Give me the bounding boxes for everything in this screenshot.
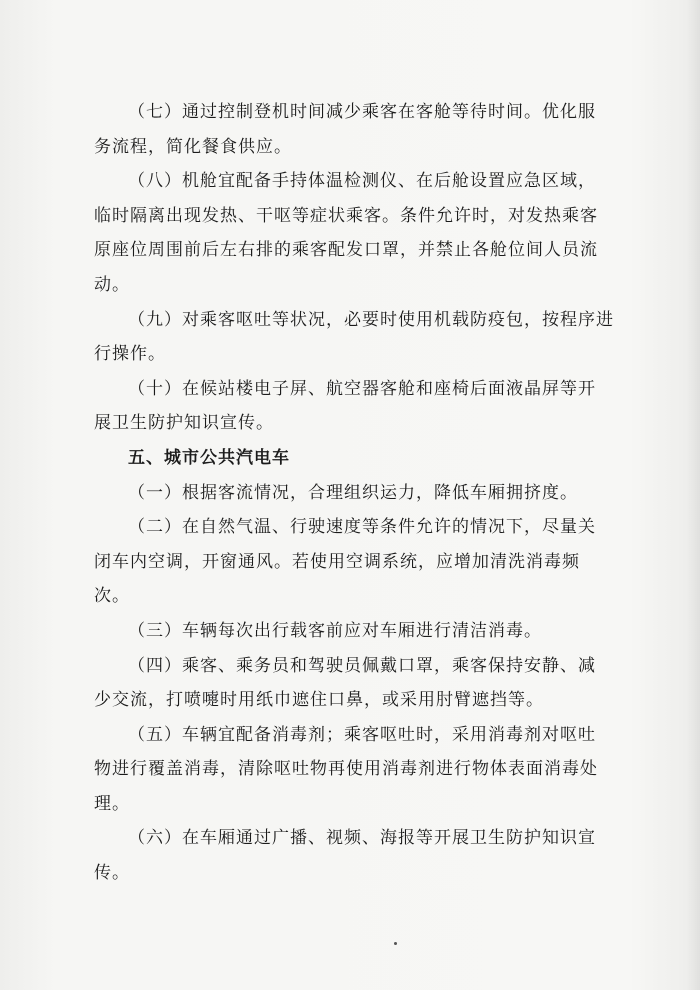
paragraph-5-4: （四）乘客、乘务员和驾驶员佩戴口罩，乘客保持安静、减 少交流，打喷嚏时用纸巾遮住口鼻，或采用肘臂遮挡等。 [94,655,603,711]
paragraph-8: （八）机舱宜配备手持体温检测仪、在后舱设置应急区域， 临时隔离出现发热、干呕等症状乘客。条件允许时，对发热乘客 原座位周围前后左右排的乘客配发口罩，并禁止各舱位间人员流 动。 [94,171,611,295]
document-body [94,95,614,891]
section-heading-5: 五、城市公共汽电车 [128,447,290,468]
paragraph-5-1: （一）根据客流情况，合理组织运力，降低车厢拥挤度。 [128,482,578,503]
paragraph-5-6: （六）在车厢通过广播、视频、海报等开展卫生防护知识宣传。 [94,828,596,884]
paragraph-5-3: （三）车辆每次出行载客前应对车厢进行清洁消毒。 [128,620,542,641]
paragraph-7: （七）通过控制登机时间减少乘客在客舱等待时间。优化服 务流程，简化餐食供应。 [94,102,603,157]
paragraph-10: （十）在候站楼电子屏、航空器客舱和座椅后面液晶屏等开 展卫生防护知识宣传。 [94,378,603,434]
paragraph-9: （九）对乘客呕吐等状况，必要时使用机载防疫包，按程序进行操作。 [94,309,614,365]
page-edge-shadow [686,0,700,990]
page-dot-mark [394,942,397,945]
paragraph-5-5: （五）车辆宜配备消毒剂；乘客呕吐时，采用消毒剂对呕吐 物进行覆盖消毒，清除呕吐物再使用消毒剂进行物体表面消毒处理。 [94,724,603,814]
paragraph-5-2: （二）在自然气温、行驶速度等条件允许的情况下，尽量关 闭车内空调，开窗通风。若使用空调系统，应增加清洗消毒频次。 [94,517,603,607]
